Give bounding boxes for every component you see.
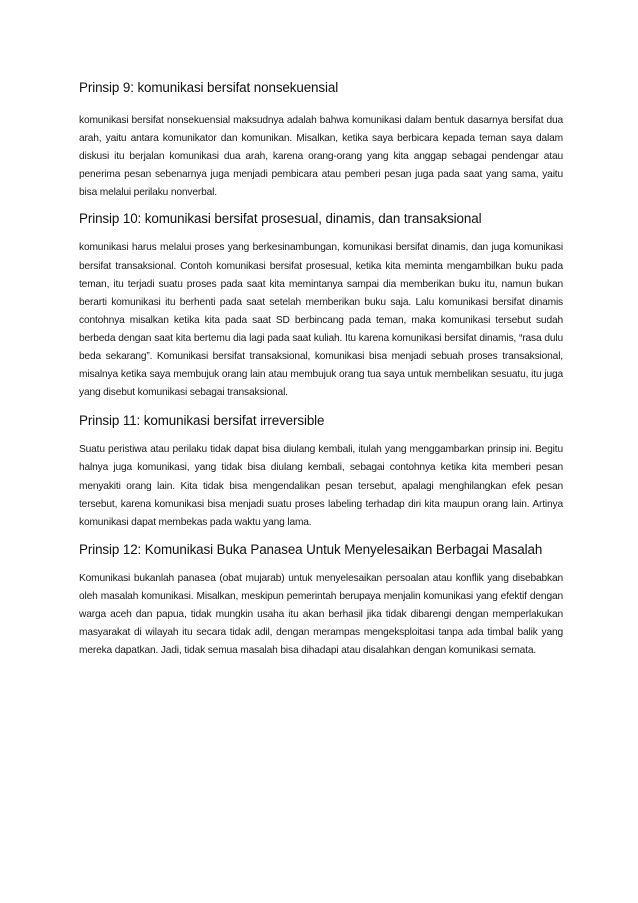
section-prinsip-10: [79, 210, 563, 402]
document-page: [79, 72, 563, 660]
section-heading: Prinsip 9: komunikasi bersifat nonsekuensial: [79, 80, 339, 95]
section-heading: Prinsip 12: Komunikasi Buka Panasea Untuk Menyelesaikan Berbagai Masalah: [79, 541, 543, 557]
section-paragraph: Suatu peristiwa atau perilaku tidak dapat bisa diulang kembali, itulah yang menggambarkan prinsip ini. Begitu halnya juga komunikasi, yang tidak bisa diulang kembali, sebagai contohnya ketika kita memberi pesan menyakiti orang lain. Kita tidak bisa mengendalikan pesan tersebut, apalagi menghilangkan efek pesan tersebut, karena komunikasi bisa menjadi suatu proses labeling terhadap diri kita maupun orang lain. Artinya komunikasi dapat membekas pada waktu yang lama.: [79, 444, 563, 528]
section-prinsip-11: [79, 412, 563, 531]
section-heading: Prinsip 10: komunikasi bersifat prosesual, dinamis, dan transaksional: [79, 211, 482, 227]
section-heading: Prinsip 11: komunikasi bersifat irreversible: [79, 413, 325, 429]
section-paragraph: Komunikasi bukanlah panasea (obat mujarab) untuk menyelesaikan persoalan atau konflik yang disebabkan oleh masalah komunikasi. Misalkan, meskipun pemerintah berupaya menjalin komunikasi yang efektif dengan warga aceh dan papua, tidak mungkin usaha itu akan berhasil jika tidak dibarengi dengan memperlakukan masyarakat di wilayah itu secara tidak adil, dengan merampas mengeksploitasi tanpa ada timbal balik yang mereka dapatkan. Jadi, tidak semua masalah bisa dihadapi atau disalahkan dengan komunikasi semata.: [79, 572, 563, 657]
section-prinsip-9: [79, 79, 563, 202]
section-paragraph: komunikasi harus melalui proses yang berkesinambungan, komunikasi bersifat dinamis, dan juga komunikasi bersifat transaksional. Contoh komunikasi bersifat prosesual, ketika kita meminta mengambilkan buku pada teman, itu terjadi suatu proses pada saat kita memintanya sampai dia memberikan buku itu, namun bukan berarti komunikasi itu berhenti pada saat setelah memberikan buku saja. Lalu komunikasi bersifat dinamis contohnya misalkan ketika kita pada saat SD berbincang pada teman, maka komunikasi tersebut sudah berbeda dengan saat kita bertemu dia lagi pada saat kuliah. Itu karena komunikasi bersifat dinamis, “rasa dulu beda sekarang”. Komunikasi bersifat transaksional, komunikasi bisa menjadi sebuah proses transaksional, misalnya ketika saya membujuk orang lain atau membujuk orang tua saya untuk membelikan sesuatu, itu juga yang disebut komunikasi sebagai transaksional.: [79, 242, 563, 399]
section-prinsip-12: [79, 541, 563, 660]
section-paragraph: komunikasi bersifat nonsekuensial maksudnya adalah bahwa komunikasi dalam bentuk dasarnya bersifat dua arah, yaitu antara komunikator dan komunikan. Misalkan, ketika saya berbicara kepada teman saya dalam diskusi itu berjalan komunikasi dua arah, karena orang-orang yang kita anggap sebagai pendengar atau penerima pesan sebenarnya juga menjadi pembicara atau pemberi pesan juga pada saat yang sama, yaitu bisa melalui perilaku nonverbal.: [79, 115, 563, 199]
